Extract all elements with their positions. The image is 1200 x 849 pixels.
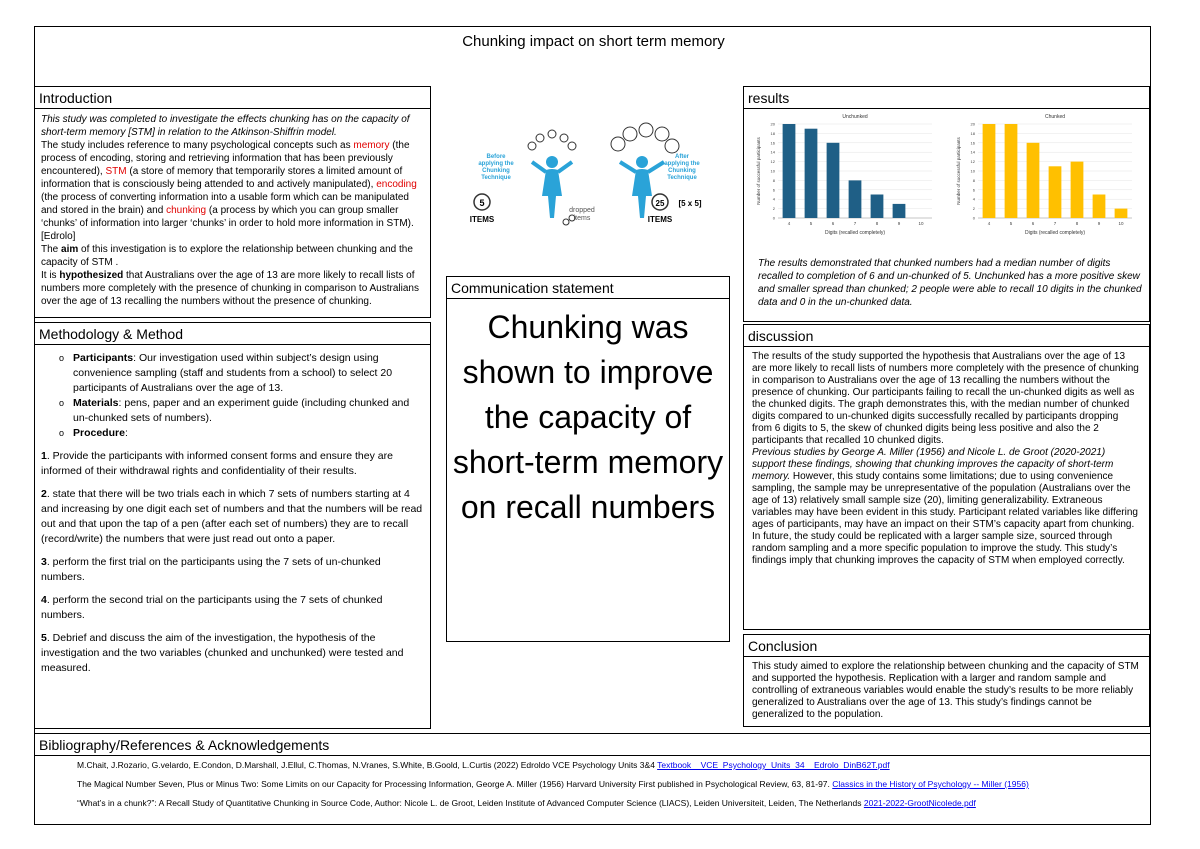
x-tick-label: 6 bbox=[1031, 221, 1035, 226]
discussion-p1: The results of the study supported the hypothesis that Australians over the age of 13 are more likely to recall lists of numbers more completely with the presence of chunking in comparison to Australians over the age of 13 recalling the numbers without the presence of chunking. Our participants failing to recall the un-chunked digits as well as the chunked digits. The graph demonstrates this, with the median number of chunked digits compared to un-chunked digits successfully recalled by participants dropping from 6 digits to 5, the skew of chunked digits being less positive and also the 2 participants that recalled 10 chunked digits. bbox=[752, 351, 1139, 446]
intro-italic-text: This study was completed to investigate the effects chunking has on the capacity of short-term memory [STM] in relation to the Atkinson-Shiffrin model. bbox=[41, 114, 410, 138]
bibliography-section bbox=[34, 733, 1151, 825]
term-memory: memory bbox=[353, 140, 390, 151]
y-axis-label: Number of successful participants bbox=[756, 137, 761, 205]
method-materials bbox=[59, 396, 424, 426]
step-num: 2 bbox=[41, 488, 47, 500]
results-charts bbox=[744, 110, 1149, 250]
reference-text: M.Chait, J.Rozario, G.velardo, E.Condon, D.Marshall, J.Ellul, C.Thomas, N.Vranes, S.White, B.Goold, L.Curtis (2022) Edroldo VCE Psychology Units 3&4 bbox=[77, 760, 658, 770]
bar bbox=[1115, 209, 1128, 218]
y-tick-label: 10 bbox=[970, 168, 975, 174]
x-axis-label: Digits (recalled completely) bbox=[824, 230, 886, 236]
x-tick-label: 5 bbox=[1009, 221, 1013, 226]
intro-text-e: (a process by which you can group smaller ‘chunks’ of information into larger ‘chunks’ in order to hold more information in STM). [Edrolo] bbox=[41, 205, 414, 242]
bar bbox=[783, 124, 796, 218]
intro-text-c: (a store of memory that temporarily stores a limited amount of information that is consciously being attended to and actively manipulated), bbox=[41, 166, 403, 190]
introduction-section bbox=[34, 86, 431, 318]
y-tick-label: 4 bbox=[972, 196, 975, 202]
reference-link[interactable]: 2021-2022-GrootNicolede.pdf bbox=[863, 798, 976, 808]
method-participants bbox=[59, 351, 424, 396]
bar bbox=[849, 180, 862, 218]
y-tick-label: 14 bbox=[770, 149, 775, 155]
reference-link[interactable]: Textbook__VCE_Psychology_Units_34__Edrolo_DinB62T.pdf bbox=[657, 760, 890, 770]
chunking-illustration bbox=[470, 118, 720, 233]
methodology-section bbox=[34, 322, 431, 729]
step-num: 5 bbox=[41, 632, 47, 644]
term-chunking: chunking bbox=[166, 205, 207, 216]
items-word-left: ITEMS bbox=[470, 215, 495, 224]
step-text: . state that there will be two trials each in which 7 sets of numbers starting at 4 and increasing by one digit each set of numbers and that the numbers will be read out and that upon the tap of a pen (after each set of numbers) they are to recall (record/write) the numbers that were just read out onto a paper. bbox=[41, 488, 423, 545]
intro-text-b: (the process of encoding, storing and retrieving information that has been previously encountered), bbox=[41, 140, 410, 177]
bar bbox=[893, 204, 906, 218]
x-tick-label: 9 bbox=[1097, 221, 1101, 226]
items-5: 5 bbox=[479, 198, 485, 208]
chart-title: Unchunked bbox=[842, 114, 868, 120]
conclusion-body: This study aimed to explore the relationship between chunking and the capacity of STM and supported the hypothesis. Replication with a larger and random sample and controlling of extraneous variables would enable the study’s results to be more reliably generalized to Australians over the age of 13. This study’s findings cannot be generalized to the population. bbox=[752, 661, 1139, 720]
items-25: 25 bbox=[655, 199, 665, 208]
introduction-heading: Introduction bbox=[35, 87, 430, 109]
y-tick-label: 0 bbox=[772, 215, 775, 221]
materials-label: Materials bbox=[73, 397, 119, 409]
results-caption: The results demonstrated that chunked numbers had a median number of digits recalled to completion of 6 and un-chunked of 5. Unchunked has a more positive skew and smaller spread than chunked; 2 people were able to recall 10 digits in the chunked data and 0 in the un-chunked data. bbox=[758, 258, 1142, 308]
bar bbox=[1005, 124, 1018, 218]
step-text: . perform the second trial on the participants using the 7 sets of chunked numbers. bbox=[41, 594, 383, 621]
x-tick-label: 7 bbox=[1053, 221, 1057, 226]
participants-label: Participants bbox=[73, 352, 134, 364]
hyp-pre: It is bbox=[41, 270, 60, 281]
x-tick-label: 6 bbox=[831, 221, 835, 226]
step-text: . Debrief and discuss the aim of the investigation, the hypothesis of the investigation and the two variables (chunked and unchunked) were tested and measured. bbox=[41, 632, 404, 674]
bar bbox=[1071, 162, 1084, 218]
y-tick-label: 20 bbox=[770, 121, 775, 127]
term-encoding: encoding bbox=[376, 179, 417, 190]
conclusion-heading: Conclusion bbox=[744, 635, 1149, 657]
reference-2 bbox=[77, 779, 1140, 790]
discussion-heading: discussion bbox=[744, 325, 1149, 347]
aim-pre: The bbox=[41, 244, 62, 255]
items-word-right: ITEMS bbox=[647, 215, 673, 224]
method-procedure bbox=[59, 426, 424, 441]
y-tick-label: 18 bbox=[770, 130, 775, 136]
step-2 bbox=[41, 487, 424, 547]
reference-1 bbox=[77, 760, 1140, 771]
discussion-body bbox=[744, 347, 1149, 567]
step-text: . perform the first trial on the participants using the 7 sets of un-chunked numbers. bbox=[41, 556, 381, 583]
step-3 bbox=[41, 555, 424, 585]
communication-statement: Chunking was shown to improve the capacity of short-term memory on recall numbers bbox=[452, 309, 724, 525]
y-tick-label: 2 bbox=[972, 206, 975, 212]
x-tick-label: 10 bbox=[1118, 221, 1124, 226]
discussion-p2-rest: However, this study contains some limitations; due to using convenience sampling, the sample may be unrepresentative of the population (Australians over the age of 13) relatively small sample size (20), limiting generalizability. Extraneous variables may have been evident in this study. Participant related variables like differing ages of participants, may have an impact on their STM’s capacity apart from chunking. In future, the study could be replicated with a larger sample size, sourced through random sampling and a more specific population to improve the study. This study’s findings imply that chunking improves the capacity of STM when employed correctly. bbox=[752, 471, 1138, 566]
bibliography-heading: Bibliography/References & Acknowledgements bbox=[35, 734, 1150, 756]
step-5 bbox=[41, 631, 424, 676]
reference-text: The Magical Number Seven, Plus or Minus Two: Some Limits on our Capacity for Processing Information, George A. Miller (1956) Harvard University First published in Psychological Review, 63, 81-97. bbox=[77, 779, 833, 789]
reference-link[interactable]: Classics in the History of Psychology -- Miller (1956) bbox=[832, 779, 1029, 789]
before-label: Before applying the Chunking Technique bbox=[478, 154, 514, 181]
bar bbox=[827, 143, 840, 218]
aim-bold: aim bbox=[61, 244, 79, 255]
discussion-p2-italic: Previous studies by George A. Miller (1956) and Nicole L. de Groot (2020-2021) support these findings, showing that chunking improves the capacity of short-term memory. bbox=[752, 447, 1114, 482]
x-tick-label: 9 bbox=[897, 221, 901, 226]
step-1 bbox=[41, 449, 424, 479]
bar bbox=[805, 129, 818, 218]
step-num: 4 bbox=[41, 594, 47, 606]
y-tick-label: 20 bbox=[970, 121, 975, 127]
y-tick-label: 2 bbox=[772, 206, 775, 212]
introduction-body bbox=[35, 109, 430, 308]
x-tick-label: 8 bbox=[875, 221, 879, 226]
y-tick-label: 8 bbox=[972, 177, 975, 183]
bar bbox=[871, 195, 884, 219]
reference-3 bbox=[77, 798, 1140, 809]
x-axis-label: Digits (recalled completely) bbox=[1024, 230, 1086, 236]
aim-post: of this investigation is to explore the relationship between chunking and the capacity of STM . bbox=[41, 244, 413, 268]
intro-text-d: (the process of converting information into a usable form which can be manipulated and stored in the brain) and bbox=[41, 192, 409, 216]
y-tick-label: 6 bbox=[972, 187, 975, 193]
methodology-heading: Methodology & Method bbox=[35, 323, 430, 345]
communication-section bbox=[446, 276, 730, 642]
conclusion-section bbox=[743, 634, 1150, 727]
step-num: 3 bbox=[41, 556, 47, 568]
after-label: After applying the Chunking Technique bbox=[664, 154, 700, 181]
x-tick-label: 4 bbox=[787, 221, 791, 226]
intro-text-a: The study includes reference to many psychological concepts such as bbox=[41, 140, 354, 151]
procedure-label: Procedure bbox=[73, 427, 125, 439]
y-tick-label: 6 bbox=[772, 187, 775, 193]
x-tick-label: 4 bbox=[987, 221, 991, 226]
hyp-bold: hypothesized bbox=[59, 270, 124, 281]
procedure-colon: : bbox=[124, 427, 128, 439]
x-tick-label: 7 bbox=[853, 221, 857, 226]
y-tick-label: 16 bbox=[770, 140, 775, 146]
y-tick-label: 4 bbox=[772, 196, 775, 202]
communication-heading: Communication statement bbox=[447, 277, 729, 299]
reference-text: “What’s in a chunk?”: A Recall Study of Quantitative Chunking in Source Code, Author: Nicole L. de Groot, Leiden Institute of Advanced Computer Science (LIACS), Leiden Universiteit, Leiden, The Netherlands bbox=[77, 798, 864, 808]
term-stm: STM bbox=[105, 166, 127, 177]
y-tick-label: 16 bbox=[970, 140, 975, 146]
dropped-label: dropped items bbox=[569, 207, 595, 222]
x-tick-label: 8 bbox=[1075, 221, 1079, 226]
bar bbox=[983, 124, 996, 218]
poster-title: Chunking impact on short term memory bbox=[462, 33, 725, 50]
materials-text: : pens, paper and an experiment guide (including chunked and un-chunked sets of numbers). bbox=[73, 397, 410, 424]
y-tick-label: 12 bbox=[770, 159, 775, 165]
step-num: 1 bbox=[41, 450, 47, 462]
method-list bbox=[41, 351, 424, 441]
bar bbox=[1093, 195, 1106, 219]
results-heading: results bbox=[744, 87, 1149, 109]
bar bbox=[1049, 166, 1062, 218]
hyp-post: that Australians over the age of 13 are more likely to recall lists of numbers more completely with the presence of chunking in comparison to Australians over the age of 13 recalling the numbers without the presence of chunking. bbox=[41, 270, 419, 307]
y-tick-label: 0 bbox=[972, 215, 975, 221]
chart-title: Chunked bbox=[1044, 114, 1066, 120]
y-tick-label: 12 bbox=[970, 159, 975, 165]
participants-text: : Our investigation used within subject’s design using convenience sampling (staff and students from a school) to select 20 participants of Australians over the age of 13. bbox=[73, 352, 393, 394]
step-4 bbox=[41, 593, 424, 623]
bar bbox=[1027, 143, 1040, 218]
x-tick-label: 5 bbox=[809, 221, 813, 226]
methodology-body bbox=[35, 345, 430, 676]
y-tick-label: 18 bbox=[970, 130, 975, 136]
results-section bbox=[743, 86, 1150, 322]
y-tick-label: 10 bbox=[770, 168, 775, 174]
step-text: . Provide the participants with informed consent forms and ensure they are informed of their withdrawal rights and confidentiality of their results. bbox=[41, 450, 393, 477]
bibliography-body bbox=[35, 756, 1150, 809]
grid-label: [5 x 5] bbox=[678, 199, 702, 208]
y-tick-label: 8 bbox=[772, 177, 775, 183]
y-tick-label: 14 bbox=[970, 149, 975, 155]
y-axis-label: Number of successful participants bbox=[956, 137, 961, 205]
x-tick-label: 10 bbox=[918, 221, 924, 226]
discussion-section bbox=[743, 324, 1150, 630]
